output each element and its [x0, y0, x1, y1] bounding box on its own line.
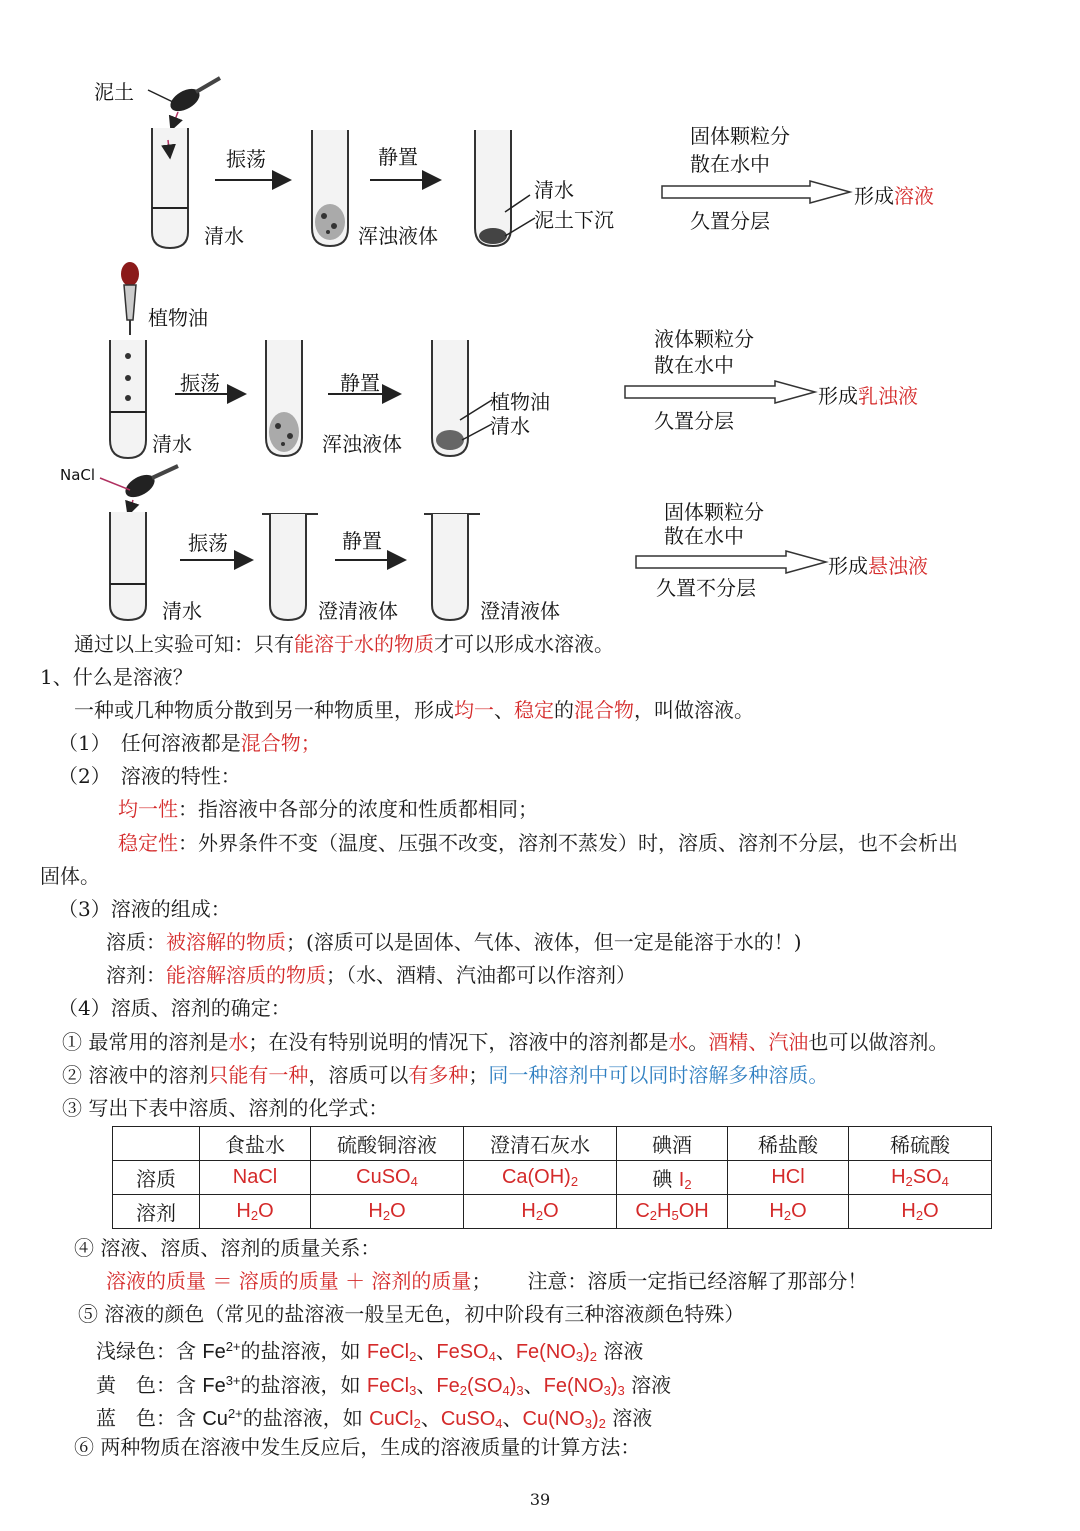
settle-label: 静置	[340, 371, 380, 395]
test-tube-icon	[424, 514, 480, 620]
point-4-3: ③ 写出下表中溶质、溶剂的化学式：	[62, 1096, 389, 1120]
table-cell: $H_2SO_4$	[849, 1161, 992, 1195]
test-tube-icon	[432, 340, 492, 456]
table-header-cell: 稀硫酸	[849, 1127, 992, 1161]
test-tube-icon	[152, 128, 188, 248]
table-header-row	[113, 1127, 992, 1161]
desc-label: 久置分层	[654, 409, 734, 433]
table-header-cell: 碘酒	[617, 1127, 728, 1161]
point-2: （2） 溶液的特性：	[58, 764, 241, 788]
table-cell: $H_2O$	[200, 1195, 311, 1229]
property-uniform: 均一性：指溶液中各部分的浓度和性质都相同；	[118, 797, 538, 821]
shake-label: 振荡	[188, 531, 228, 555]
shake-label: 振荡	[180, 371, 220, 395]
reagent-label: 植物油	[148, 306, 208, 330]
desc-label: 固体颗粒分	[664, 500, 764, 524]
tube-label: 清水	[162, 599, 202, 623]
point-4-5: ⑤ 溶液的颜色（常见的盐溶液一般呈无色，初中阶段有三种溶液颜色特殊）	[78, 1302, 745, 1326]
result-label: 形成悬浊液	[828, 554, 928, 578]
property-stable: 稳定性：外界条件不变（温度、压强不改变，溶剂不蒸发）时，溶质、溶剂不分层，也不会析出	[118, 831, 958, 855]
tube-label: 浑浊液体	[358, 224, 438, 248]
tube-label: 泥土下沉	[534, 208, 614, 232]
desc-label: 散在水中	[654, 353, 734, 377]
test-tube-icon	[266, 340, 302, 456]
solute-solvent-table	[112, 1126, 992, 1229]
desc-label: 固体颗粒分	[690, 124, 790, 148]
table-row	[113, 1161, 992, 1195]
tube-label: 植物油	[490, 390, 550, 414]
settle-label: 静置	[378, 145, 418, 169]
tube-label: 清水	[152, 432, 192, 456]
solvent-def: 溶剂：能溶解溶质的物质；（水、酒精、汽油都可以作溶剂）	[106, 963, 636, 987]
table-header-cell: 食盐水	[200, 1127, 311, 1161]
table-cell: 碘 $I_2$	[617, 1161, 728, 1195]
test-tube-icon	[475, 130, 535, 246]
desc-label: 久置不分层	[656, 576, 756, 600]
table-cell: $Ca(OH)_2$	[464, 1161, 617, 1195]
shake-label: 振荡	[226, 147, 266, 171]
desc-label: 久置分层	[690, 209, 770, 233]
test-tube-icon	[312, 130, 348, 246]
table-cell: HCl	[728, 1161, 849, 1195]
page-number: 39	[529, 1490, 551, 1509]
point-4-2: ② 溶液中的溶剂只能有一种，溶质可以有多种；同一种溶剂中可以同时溶解多种溶质。	[62, 1063, 829, 1087]
dropper-bulb-icon	[121, 262, 139, 286]
test-tube-icon	[262, 514, 318, 620]
table-cell: NaCl	[200, 1161, 311, 1195]
property-stable-cont: 固体。	[40, 864, 100, 888]
definition: 一种或几种物质分散到另一种物质里，形成均一、稳定的混合物，叫做溶液。	[74, 698, 754, 722]
table-row	[113, 1195, 992, 1229]
desc-label: 散在水中	[690, 152, 770, 176]
table-header-cell: 稀盐酸	[728, 1127, 849, 1161]
point-3: （3）溶液的组成：	[58, 897, 231, 921]
point-4-1: ① 最常用的溶剂是水；在没有特别说明的情况下，溶液中的溶剂都是水。酒精、汽油也可以做溶剂。	[62, 1030, 949, 1054]
table-header-cell: 硫酸铜溶液	[311, 1127, 464, 1161]
test-tube-icon	[110, 512, 146, 620]
reagent-label: 泥土	[94, 80, 134, 104]
color-yellow: 黄 色：含 $Fe^{3+}$的盐溶液，如 FeCl$_3$、$Fe_2(SO_4)_3$、$Fe(NO_3)_3$ 溶液	[96, 1373, 672, 1398]
table-cell: $H_2O$	[849, 1195, 992, 1229]
mass-relation: 溶液的质量 ＝ 溶质的质量 ＋ 溶剂的质量； 注意：溶质一定指已经溶解了那部分！	[106, 1269, 868, 1293]
section-heading: 1、什么是溶液？	[40, 665, 193, 689]
row-label: 溶质	[113, 1161, 200, 1195]
tube-label: 浑浊液体	[322, 432, 402, 456]
point-1: （1） 任何溶液都是混合物；	[58, 731, 321, 755]
result-label: 形成乳浊液	[818, 384, 918, 408]
table-cell: $C_2H_5OH$	[617, 1195, 728, 1229]
table-header-cell	[113, 1127, 200, 1161]
color-blue: 蓝 色：含 $Cu^{2+}$的盐溶液，如 CuCl$_2$、CuSO$_4$、$Cu(NO_3)_2$ 溶液	[96, 1406, 653, 1431]
tube-label: 清水	[534, 178, 574, 202]
spoon-icon	[122, 470, 159, 502]
result-label: 形成溶液	[854, 184, 934, 208]
table-cell: $H_2O$	[311, 1195, 464, 1229]
table-header-cell: 澄清石灰水	[464, 1127, 617, 1161]
desc-label: 散在水中	[664, 524, 744, 548]
table-cell: $H_2O$	[464, 1195, 617, 1229]
table-cell: $H_2O$	[728, 1195, 849, 1229]
settle-label: 静置	[342, 529, 382, 553]
table-cell: CuSO$_4$	[311, 1161, 464, 1195]
test-tube-icon	[110, 340, 146, 458]
tube-label: 清水	[204, 224, 244, 248]
point-4: （4）溶质、溶剂的确定：	[58, 996, 291, 1020]
point-4-4: ④ 溶液、溶质、溶剂的质量关系：	[74, 1236, 381, 1260]
tube-label: 澄清液体	[480, 599, 560, 623]
desc-label: 液体颗粒分	[654, 327, 754, 351]
tube-label: 清水	[490, 414, 530, 438]
solute-def: 溶质：被溶解的物质；(溶质可以是固体、气体、液体，但一定是能溶于水的！)	[106, 930, 802, 954]
color-pale-green: 浅绿色：含 $Fe^{2+}$的盐溶液，如 FeCl$_2$、FeSO$_4$、$Fe(NO_3)_2$ 溶液	[96, 1339, 644, 1364]
reagent-label: NaCl	[60, 466, 96, 484]
tube-label: 澄清液体	[318, 599, 398, 623]
conclusion: 通过以上实验可知：只有能溶于水的物质才可以形成水溶液。	[74, 632, 614, 656]
row-label: 溶剂	[113, 1195, 200, 1229]
point-4-6: ⑥ 两种物质在溶液中发生反应后，生成的溶液质量的计算方法：	[74, 1435, 641, 1459]
